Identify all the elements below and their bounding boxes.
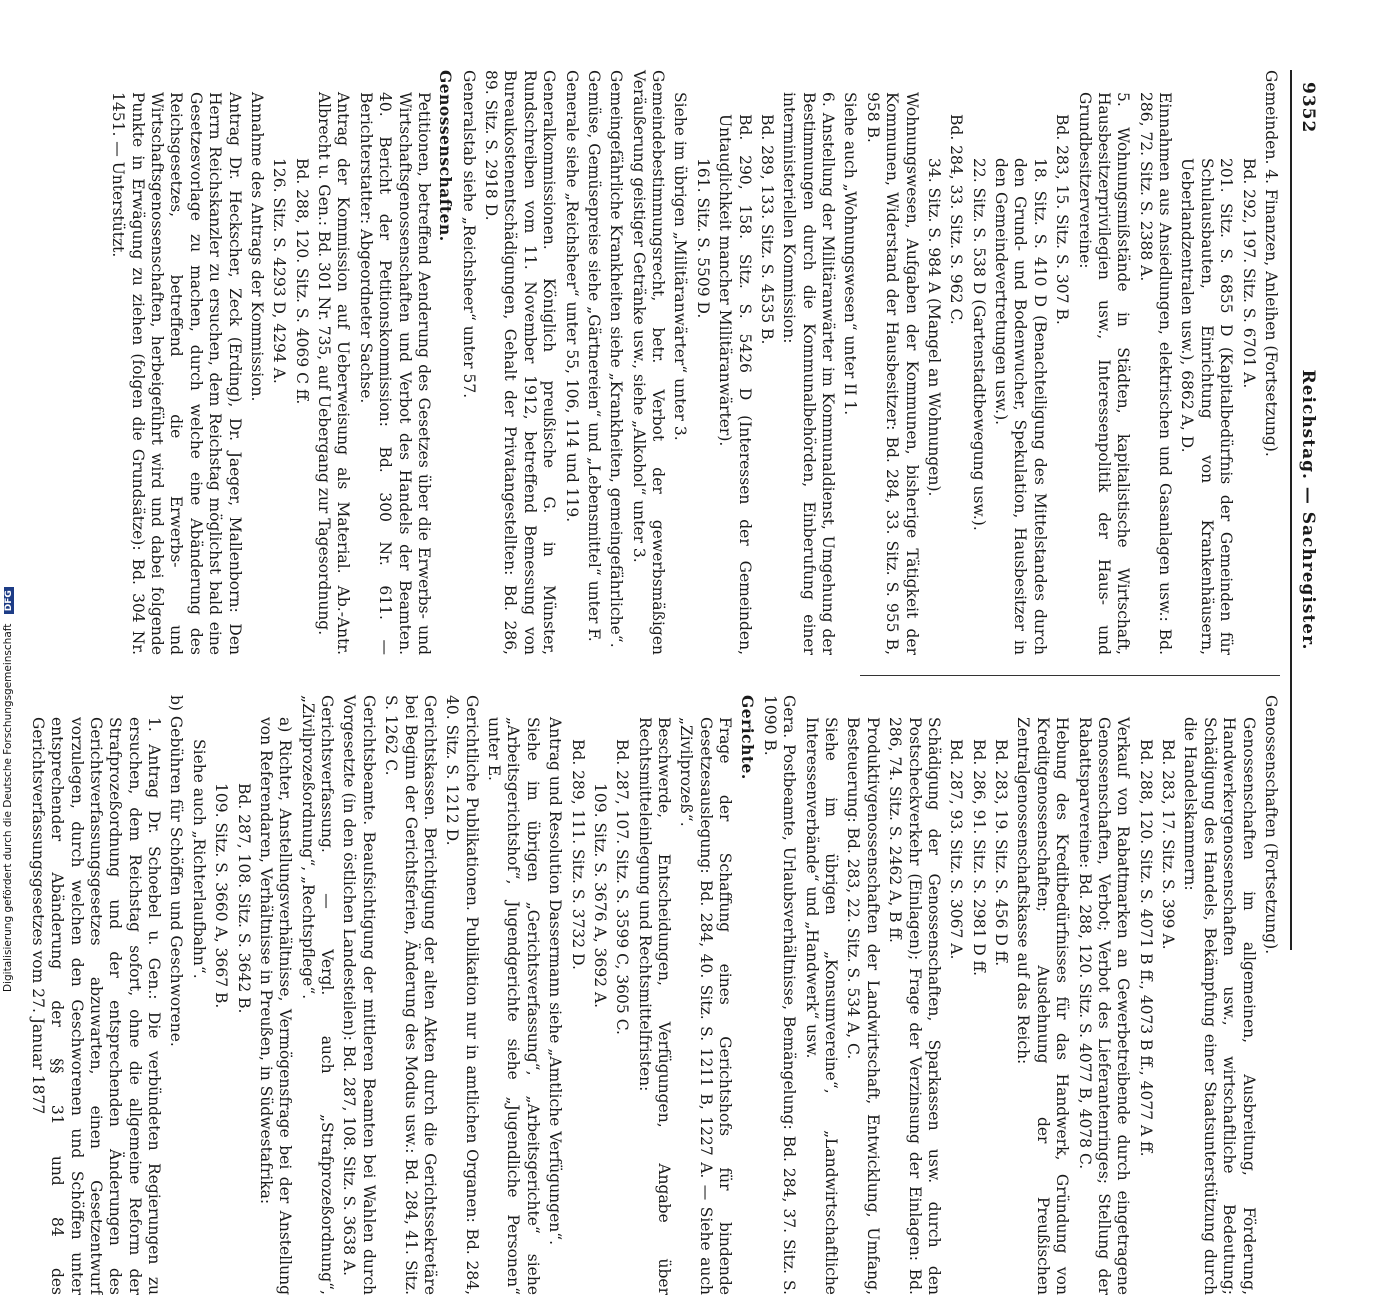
entry-line: 5. Wohnungsmißstände in Städten, kapitalistische Wirtschaft, Hausbesitzerprivilegien usw., Interessenpolitik der Haus- und Grundbesitzervereine: bbox=[1075, 92, 1133, 655]
rotated-document bbox=[28, 70, 1320, 1295]
entry-line: Bd. 284, 33. Sitz. S. 962 C. bbox=[947, 114, 966, 325]
entry-gemeinden-title: Gemeinden. 4. Finanzen, Anleihen (Fortsetzung). bbox=[1262, 70, 1280, 457]
entry-line: Bd. 286, 91. Sitz. S. 2981 D ff. bbox=[969, 739, 988, 977]
right-column bbox=[25, 695, 1281, 1295]
entry-line: Siehe im übrigen „Militäranwärter“ unter 3. bbox=[671, 92, 690, 441]
entry-heading: Genossenschaften. bbox=[436, 70, 456, 242]
entry-line: Generale siehe „Reichsheer“ unter 55, 106, 114 und 119. bbox=[562, 70, 581, 523]
entry-line: Annahme des Antrags der Kommission. bbox=[248, 92, 266, 402]
dfg-logo: DFG bbox=[4, 587, 14, 614]
column-divider bbox=[860, 675, 1280, 676]
entry-line: Bd. 287, 93. Sitz. S. 3067 A. bbox=[947, 739, 966, 960]
digitization-credit bbox=[2, 32, 20, 992]
entry-line: 22. Sitz. S. 538 D (Gartenstadtbewegung usw.). bbox=[969, 158, 988, 531]
entry-line: Generalkommissionen. Königlich preußische G. in Münster, Rundschreiben vom 11. November 1912, betreffend Bemessung von Bureaukostenentschädigungen, Gehalt der Privatangestellten: Bd. 286, 89. Sitz. S. 2918 D. bbox=[482, 70, 559, 655]
entry-line: Einnahmen aus Ansiedlungen, elektrischen und Gasanlagen usw.: Bd. 286, 72. Sitz. S. 2388 A. bbox=[1136, 92, 1175, 655]
entry-line: Bd. 287, 107. Sitz. S. 3599 C, 3605 C. bbox=[613, 739, 632, 1035]
entry-line: 109. Sitz. S. 3660 A, 3667 B. bbox=[212, 783, 231, 1009]
entry-line: Schädigung der Genossenschaften, Sparkassen usw. durch den Postscheckverkehr (Einlagen); Frage der Verzinsung der Einlagen: Bd. 286, 74. Sitz. S. 2462 A, B ff. bbox=[886, 717, 943, 1295]
entry-line: Gemüse, Gemüsepreise siehe „Gärtnereien“ und „Lebensmittel“ unter F. bbox=[585, 70, 603, 642]
entry-line: Gerichtliche Publikationen. Publikation nur in amtlichen Organen: Bd. 284, 40. Sitz. S. 1212 D. bbox=[443, 695, 481, 1295]
entry-line: Genossenschaften im allgemeinen, Ausbreitung, Förderung, Handwerkergenossenschaften usw., wirtschaftliche Bedeutung; Schädigung des Handels, Bekämpfung einer Staatsunterstützung durch die Handelskammern: bbox=[1181, 717, 1258, 1295]
entry-line: b) Gebühren für Schöffen und Geschworene. bbox=[167, 695, 186, 1047]
entry-line: Bd. 283, 19. Sitz. S. 456 D ff. bbox=[992, 739, 1011, 967]
entry-line: Antrag Dr. Heckscher, Zeck (Erding), Dr. Jaeger, Mallenborn: Den Herrn Reichskanzler zu ersuchen, dem Reichstag möglichst bald eine Gesetzesvorlage zu machen, durch welche eine Abänderung des Reichsgesetzes, betreffend die Erwerbs- und Wirtschaftsgenossenschaften, herbeigeführt wird und dabei folgende Punkte in Erwägung zu ziehen (folgen die Grundsätze): Bd. 304 Nr. 1451. — Unterstützt. bbox=[109, 92, 244, 655]
entry-line: a) Richter, Anstellungsverhältnisse, Vermögensfrage bei der Anstellung von Referendaren, Verhältnisse in Preußen, in Südwestafrika: bbox=[257, 717, 295, 1295]
entry-line: 109. Sitz. S. 3676 A, 3692 A. bbox=[591, 783, 609, 1009]
entry-line: Bd. 283, 17. Sitz. S. 399 A. bbox=[1159, 739, 1178, 950]
header-rule bbox=[1290, 70, 1292, 950]
entry-line: Gerichtsbeamte. Beaufsichtigung der mittleren Beamten bei Wahlen durch Vorgesetzte (in den östlichen Landesteilen): Bd. 287, 108. Sitz. S. 3638 A. bbox=[340, 695, 378, 1295]
entry-line: Bd. 289, 133. Sitz. S. 4535 B. bbox=[758, 114, 776, 345]
entry-line: Bd. 290, 158. Sitz. S. 5426 D (Interessen der Gemeinden, Untauglichkeit mancher Militäranwärter). bbox=[716, 114, 754, 655]
entry-line: Bd. 287, 108. Sitz. S. 3642 B. bbox=[234, 783, 253, 1014]
entry-line: Verkauf von Rabattmarken an Gewerbetreibende durch eingetragene Genossenschaften, Verbot; Verbot des Lieferantenringes; Stellung der Rabattsparvereine: Bd. 288, 120. Sitz. S. 4077 B, 4078 C. bbox=[1075, 717, 1133, 1295]
entry-line: Gerichtskassen. Berichtigung der alten Akten durch die Gerichtssekretäre bei Beginn der Gerichtsferien, Änderung des Modus usw.: Bd. 284, 41. Sitz. S. 1262 C. bbox=[382, 695, 439, 1295]
entry-line: Gemeindebestimmungsrecht, betr. Verbot der gewerbsmäßigen Veräußerung geistiger Getränke usw., siehe „Alkohol“ unter 3. bbox=[629, 70, 668, 655]
entry-line: Siehe im übrigen „Konsumvereine“, „Landwirtschaftliche Interessenverbände“ und „Handwerk“ usw. bbox=[802, 717, 841, 1295]
entry-line: Siehe im übrigen „Gerichtsverfassung“, „Arbeitsgerichte“ siehe „Arbeitsgerichtshof“, Jugendgerichte siehe „Jugendliche Personen“ unter E. bbox=[485, 717, 542, 1295]
entry-line: Antrag der Kommission auf Ueberweisung als Material. Ab.-Antr. Albrecht u. Gen.: Bd. 301 Nr. 735, auf Uebergang zur Tagesordnung. bbox=[315, 92, 353, 655]
entry-heading: Genossenschaften (Fortsetzung). bbox=[1262, 695, 1280, 955]
entry-line: Bd. 288, 120. Sitz. S. 4071 B ff., 4073 B ff., 4077 A ff. bbox=[1136, 739, 1155, 1157]
entry-line: Bd. 292, 197. Sitz. S. 6701 A. bbox=[1239, 158, 1258, 389]
entry-line: Frage der Schaffung eines Gerichtshofs für bindende Gesetzesauslegung: Bd. 284, 40. Sitz. S. 1211 B, 1227 A. — Siehe auch „Zivilprozeß“. bbox=[677, 717, 735, 1295]
entry-line: 1. Antrag Dr. Schoebel u. Gen.: Die verbündeten Regierungen zu ersuchen, dem Reichstag sofort, ohne die allgemeine Reform der Strafprozeßordnung und der entsprechenden Änderungen des Gerichtsverfassungsgesetzes abzuwarten, einen Gesetzentwurf vorzulegen, durch welchen den Geschworenen und Schöffen unter entsprechender Abänderung der §§ 31 und 84 des Gerichtsverfassungsgesetzes vom 27. Januar 1877 bbox=[28, 717, 164, 1295]
running-head: Reichstag. — Sachregister. bbox=[1298, 369, 1318, 651]
entry-line: Siehe auch „Richterlaufbahn“. bbox=[189, 739, 208, 979]
entry-line: Siehe auch „Wohnungswesen“ unter II 1. bbox=[841, 92, 860, 416]
entry-line: 34. Sitz. S. 984 A (Mangel an Wohnungen). bbox=[925, 158, 943, 497]
credit-text: Digitalisierung gefördert durch die Deutsche Forschungsgemeinschaft bbox=[2, 623, 14, 992]
entry-line: Bd. 289, 111. Sitz. S. 3732 D. bbox=[568, 739, 587, 970]
entry-line: 161. Sitz. S. 5509 D. bbox=[693, 158, 712, 319]
entry-line: Bd. 288, 120. Sitz. S. 4069 C ff. bbox=[292, 158, 311, 405]
entry-line: Produktivgenossenschaften der Landwirtschaft, Entwicklung, Umfang, Besteuerung: Bd. 283, 22. Sitz. S. 534 A, C. bbox=[844, 717, 882, 1295]
entry-heading: Gerichte. bbox=[737, 695, 757, 780]
entry-line: Gemeingefährliche Krankheiten siehe „Krankheiten, gemeingefährliche“. bbox=[607, 70, 626, 648]
entry-line: 201. Sitz. S. 6855 D (Kapitalbedürfnis der Gemeinden für Schulausbauten, Einrichtung von Krankenhäusern, Ueberlandzentralen usw.), 6862 A, D. bbox=[1178, 158, 1236, 655]
entry-line: 6. Anstellung der Militäranwärter im Kommunaldienst, Umgehung der Bestimmungen durch die Kommunalbehörden, Einberufung einer interministeriellen Kommission: bbox=[780, 92, 838, 655]
entry-line: Generalstab siehe „Reichsheer“ unter 57. bbox=[459, 70, 478, 399]
left-column bbox=[105, 70, 1280, 655]
entry-line: Gera. Postbeamte, Urlaubsverhältnisse, Bemängelung: Bd. 284, 37. Sitz. S. 1090 B. bbox=[761, 695, 799, 1295]
entry-line: 126. Sitz. S. 4293 D, 4294 A. bbox=[270, 158, 289, 384]
entry-line: 18. Sitz. S. 410 D (Benachteiligung des Mittelstandes durch den Grund- und Bodenwucher, Spekulation, Hausbesitzer in den Gemeindevertretungen usw.). bbox=[992, 158, 1049, 655]
entry-line: Antrag und Resolution Dassermann siehe „Amtliche Verfügungen“. bbox=[546, 717, 565, 1246]
entry-line: Wohnungswesen, Aufgaben der Kommunen, bisherige Tätigkeit der Kommunen, Widerstand der Hausbesitzer: Bd. 284, 33. Sitz. S. 955 B, 958 B. bbox=[863, 92, 921, 655]
entry-line: Hebung des Kreditbedürfnisses für das Handwerk, Gründung von Kreditgenossenschaften; Ausdehnung der Preußischen Zentralgenossenschaftskasse auf das Reich: bbox=[1014, 717, 1072, 1295]
entry-line: Bd. 283, 15. Sitz. S. 307 B. bbox=[1053, 114, 1072, 325]
entry-line: Petitionen, betreffend Aenderung des Gesetzes über die Erwerbs- und Wirtschaftsgenossenschaften und Verbot des Handels der Beamten. 40. Bericht der Petitionskommission: Bd. 300 Nr. 611. — Berichterstatter: Abgeordneter Sachse. bbox=[356, 92, 433, 655]
entry-line: Beschwerde, Entscheidungen, Verfügungen, Angabe über Rechtsmitteleinlegung und Rechtsmittelfristen: bbox=[635, 717, 674, 1295]
page-number: 9352 bbox=[1298, 82, 1318, 134]
entry-line: Gerichtsverfassung. — Vergl. auch „Strafprozeßordnung“, „Zivilprozeßordnung“, „Rechtspflege“. bbox=[298, 695, 337, 1295]
